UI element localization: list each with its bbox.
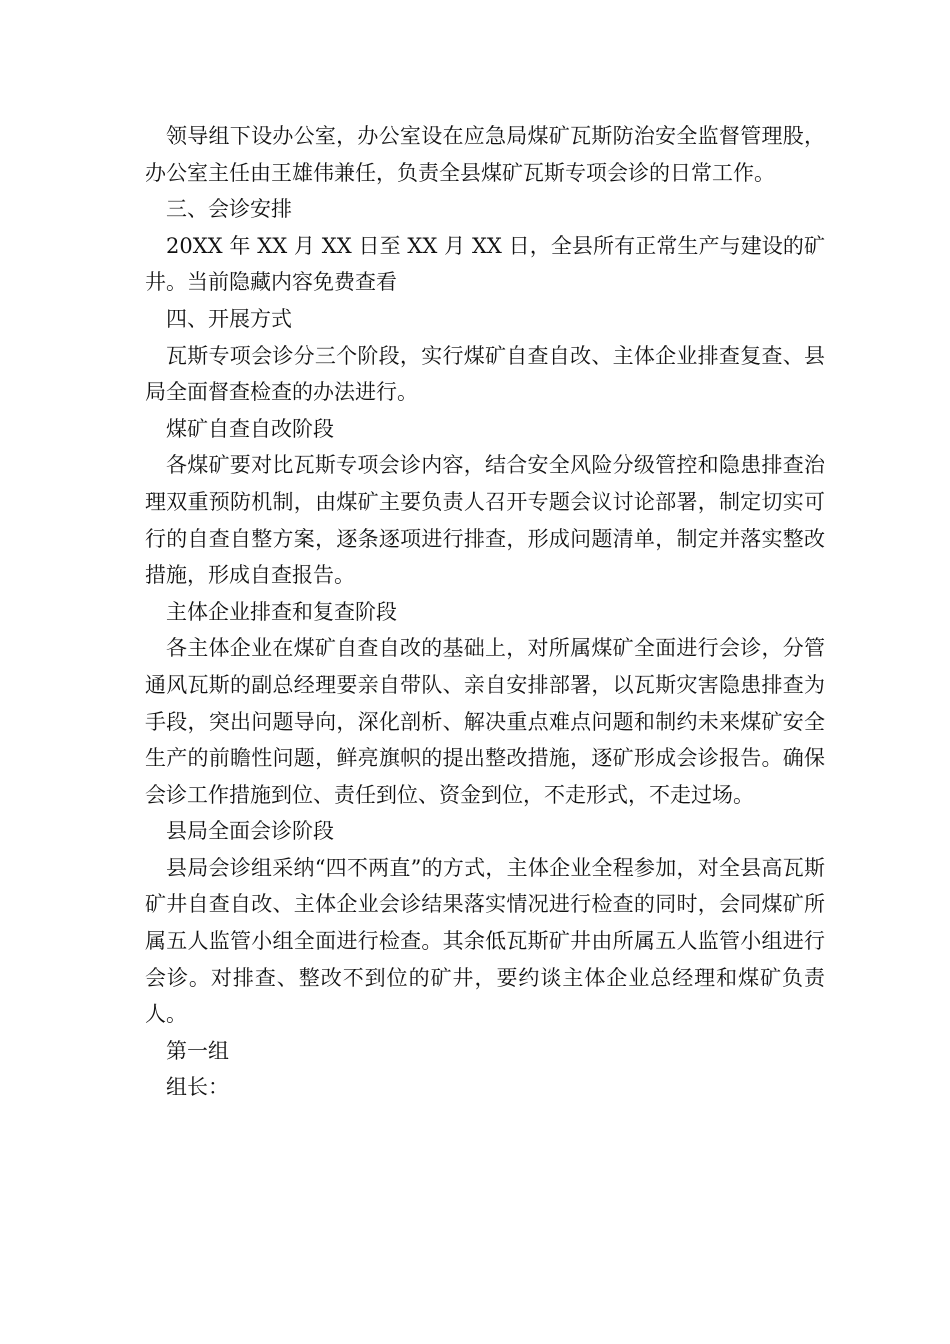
paragraph-self-inspection: 各煤矿要对比瓦斯专项会诊内容，结合安全风险分级管控和隐患排查治理双重预防机制，由煤矿主要负责人召开专题会议讨论部署，制定切实可行的自查自整方案，逐条逐项进行排查，形成问题清单，制定并落实整改措施，形成自查报告。	[145, 453, 825, 588]
heading-enterprise-review-stage: 主体企业排查和复查阶段	[166, 599, 397, 624]
label-group-leader: 组长：	[166, 1075, 229, 1100]
paragraph-county-consultation: 县局会诊组采纳“四不两直”的方式，主体企业全程参加，对全县高瓦斯矿井自查自改、主体企业会诊结果落实情况进行检查的同时，会同煤矿所属五人监管小组全面进行检查。其余低瓦斯矿井由所属五人监管小组进行会诊。对排查、整改不到位的矿井，要约谈主体企业总经理和煤矿负责人。	[145, 855, 825, 1027]
document-body	[145, 118, 825, 1106]
heading-self-inspection-stage: 煤矿自查自改阶段	[166, 416, 334, 441]
paragraph-three-stages: 瓦斯专项会诊分三个阶段，实行煤矿自查自改、主体企业排查复查、县局全面督查检查的办法进行。	[145, 343, 825, 405]
heading-group-one: 第一组	[166, 1038, 229, 1063]
paragraph-consultation-dates: 20XX 年 XX 月 XX 日至 XX 月 XX 日，全县所有正常生产与建设的矿井。当前隐藏内容免费查看	[145, 233, 825, 295]
heading-consultation-arrangement: 三、会诊安排	[166, 197, 292, 222]
paragraph-enterprise-review: 各主体企业在煤矿自查自改的基础上，对所属煤矿全面进行会诊，分管通风瓦斯的副总经理要亲自带队、亲自安排部署，以瓦斯灾害隐患排查为手段，突出问题导向，深化剖析、解决重点难点问题和制约未来煤矿安全生产的前瞻性问题，鲜亮旗帜的提出整改措施，逐矿形成会诊报告。确保会诊工作措施到位、责任到位、资金到位，不走形式，不走过场。	[145, 636, 825, 807]
paragraph-office-setup: 领导组下设办公室，办公室设在应急局煤矿瓦斯防治安全监督管理股，办公室主任由王雄伟兼任，负责全县煤矿瓦斯专项会诊的日常工作。	[145, 124, 825, 185]
heading-implementation-method: 四、开展方式	[166, 306, 292, 331]
heading-county-consultation-stage: 县局全面会诊阶段	[166, 819, 334, 844]
